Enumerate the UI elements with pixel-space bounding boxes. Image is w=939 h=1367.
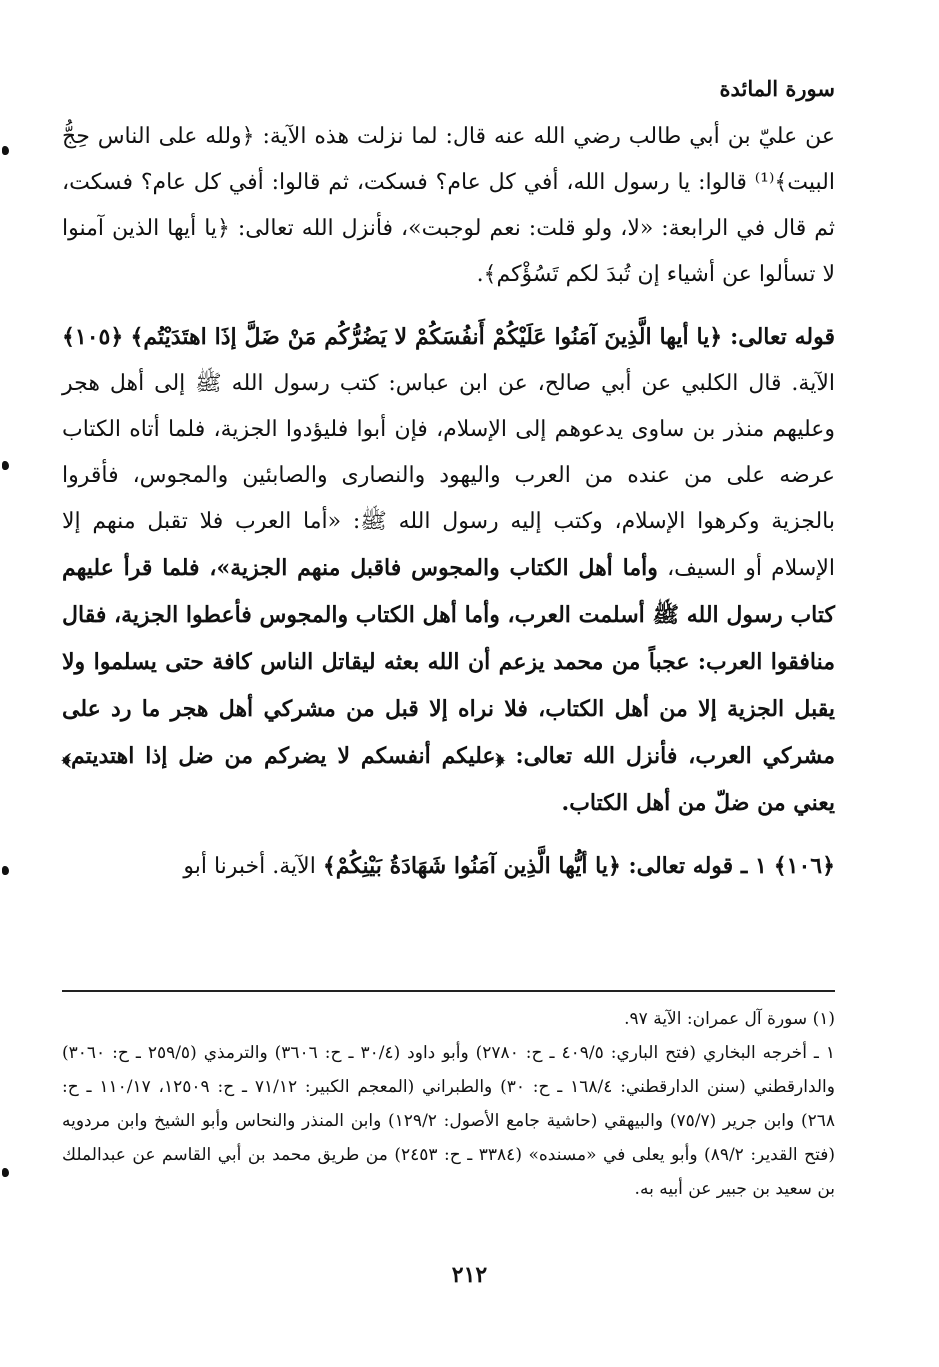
margin-mark: [2, 866, 9, 875]
paragraph-2: [62, 314, 835, 827]
page-number: ٢١٢: [451, 1262, 488, 1288]
paragraph-2-text: الآية. قال الكلبي عن أبي صالح، عن ابن عباس: كتب رسول الله ﷺ إلى أهل هجر وعليهم منذر بن ساوى يدعوهم إلى الإسلام، فإن أبوا فليؤدوا الجزية، فلما أتاه الكتاب عرضه على من عنده من العرب واليهود والنصارى والصابئين والمجوس، فأقروا بالجزية وكرهوا الإسلام، وكتب إليه رسول الله ﷺ: «أما العرب فلا تقبل منهم إلا الإسلام أو السيف،: [62, 371, 835, 581]
margin-mark: [2, 461, 9, 470]
verse-heading: ١ ـ قوله تعالى: ﴿يا أيُّها الَّذِين آمَنُوا شَهَادَةُ بَيْنِكُمْ﴾: [322, 853, 767, 879]
paragraph-3: [62, 843, 835, 890]
footnote-1: (١) سورة آل عمران: الآية ٩٧.: [624, 1009, 835, 1029]
margin-mark: [2, 1168, 9, 1177]
verse-number: ﴿١٠٦﴾: [773, 853, 835, 879]
paragraph-1: عن عليّ بن أبي طالب رضي الله عنه قال: لما نزلت هذه الآية: ﴿ولله على الناس حِجُّ البيت﴾⁽¹⁾ قالوا: يا رسول الله، أفي كل عام؟ فسكت، ثم قالوا: أفي كل عام؟ فسكت، ثم قال في الرابعة: «لا، ولو قلت: نعم لوجبت»، فأنزل الله تعالى: ﴿يا أيها الذين آمنوا لا تسألوا عن أشياء إن تُبدَ لكم تَسُؤْكم﴾.: [62, 124, 836, 287]
paragraph-2-bold-text: وأما أهل الكتاب والمجوس فاقبل منهم الجزية»، فلما قرأ عليهم كتاب رسول الله ﷺ أسلمت العرب، وأما أهل الكتاب والمجوس فأعطوا الجزية، فقال منافقوا العرب: عجباً من محمد يزعم أن الله بعثه ليقاتل الناس كافة حتى يسلموا ولا يقبل الجزية إلا من أهل الكتاب، فلا نراه إلا قبل من مشركي أهل هجر ما رد على مشركي العرب، فأنزل الله تعالى: ﴿عليكم أنفسكم لا يضركم من ضل إذا اهتديتم﴾ يعني من ضلّ من أهل الكتاب.: [62, 555, 835, 816]
paragraph-3-text: الآية. أخبرنا أبو: [183, 854, 316, 879]
verse-heading: قوله تعالى: ﴿يا أيها الَّذِينَ آمَنُوا عَلَيْكُمْ أَنفُسَكُمْ لا يَضُرُّكُم مَنْ ضَلَّ إذَا اهتَدَيْتُم﴾: [130, 324, 835, 350]
running-header: سورة المائدة: [719, 76, 835, 101]
verse-number: ﴿١٠٥﴾: [62, 324, 124, 350]
main-text: [62, 114, 835, 890]
footnote-2: ١ ـ أخرجه البخاري (فتح الباري: ٤٠٩/٥ ـ ح: ٢٧٨٠) وأبو داود (٣٠/٤ ـ ح: ٣٦٠٦) والترمذي (٢٥٩/٥ ـ ح: ٣٠٦٠) والدارقطني (سنن الدارقطني: ١٦٨/٤ ـ ح: ٣٠) والطبراني (المعجم الكبير: ٧١/١٢ ـ ح: ١٢٥٠٩، ١١٠/١٧ ـ ح: ٢٦٨) وابن جرير (٧٥/٧) والبيهقي (حاشية جامع الأصول: ١٢٩/٢) وابن المنذر والنحاس وأبو الشيخ وابن مردويه (فتح القدير: ٨٩/٢) وأبو يعلى في «مسنده» (٣٣٨٤ ـ ح: ٢٤٥٣) من طريق محمد بن أبي القاسم عن عبدالملك بن سعيد بن جبير عن أبيه به.: [62, 1043, 835, 1199]
margin-mark: [2, 146, 9, 155]
footnotes: [62, 990, 835, 1206]
